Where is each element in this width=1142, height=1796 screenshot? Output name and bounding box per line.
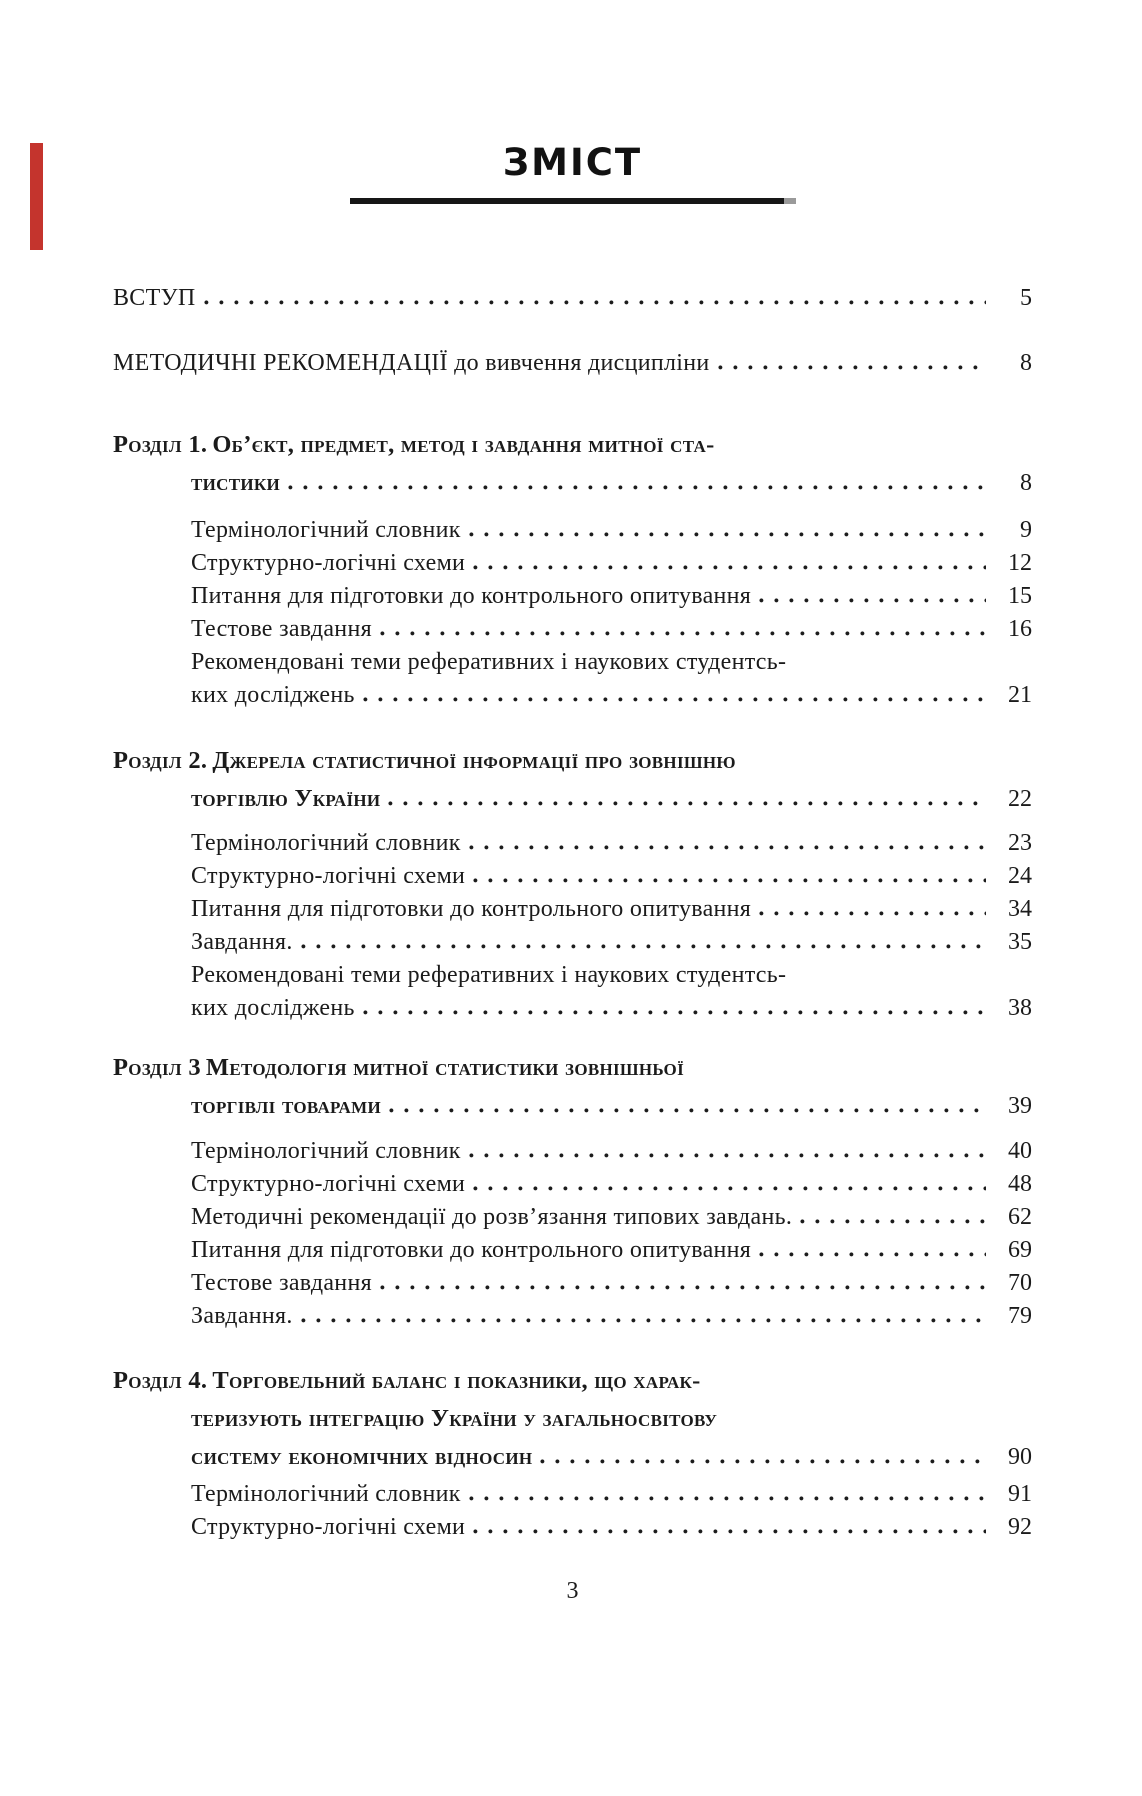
entry-title: Термінологічний словник [191,830,461,856]
dot-leader [540,1459,986,1464]
toc-subentry [191,514,1032,547]
page-number: 34 [1008,896,1032,922]
entry-title: Структурно-логічні схеми [191,1514,466,1540]
page-number: 91 [1008,1481,1032,1507]
page-number: 90 [1008,1444,1032,1470]
page-number: 15 [1008,583,1032,609]
toc-subentry [191,1511,1032,1544]
toc-chapter [113,426,1032,712]
chapter-title-text: торгівлі товарами [191,1092,381,1119]
chapter-heading [113,1049,1032,1125]
chapter-title-text: тистики [191,469,281,496]
chapter-heading-line [113,426,1032,464]
page-number: 5 [1020,285,1032,311]
page-number: 23 [1008,830,1032,856]
toc-subentry [191,679,1032,712]
chapter-heading-line [191,1438,1032,1476]
red-scan-mark [30,143,43,250]
page-number: 24 [1008,863,1032,889]
chapter-title-line: Торговельний баланс і показники, що харак- [212,1367,701,1394]
toc-subentry [191,613,1032,646]
page-number: 22 [1008,786,1032,812]
entry-title: Питання для підготовки до контрольного опитування [191,1237,752,1263]
chapter-heading-line [113,742,1032,780]
page-number: 79 [1008,1303,1032,1329]
entry-title: Структурно-логічні схеми [191,550,466,576]
dot-leader [469,1153,986,1158]
dot-leader [204,300,987,305]
title-rule [350,198,796,204]
toc-chapter [113,1049,1032,1333]
dot-leader [473,878,986,883]
footer-page-number: 3 [566,1578,579,1604]
page-number: 21 [1008,682,1032,708]
entry-title: Методичні рекомендації до розв’язання типових завдань. [191,1204,793,1230]
chapter-label: Розділ 3 [113,1054,201,1081]
page-number: 48 [1008,1171,1032,1197]
dot-leader [388,801,986,806]
toc-entry [113,282,1032,315]
dot-leader [380,1285,986,1290]
page-number: 70 [1008,1270,1032,1296]
entry-title: Питання для підготовки до контрольного опитування [191,896,752,922]
page-number: 35 [1008,929,1032,955]
dot-leader [301,944,986,949]
entry-title-caps: МЕТОДИЧНІ РЕКОМЕНДАЦІЇ [113,350,448,376]
page-number: 38 [1008,995,1032,1021]
toc-subentry [191,1478,1032,1511]
dot-leader [759,598,986,603]
toc-chapter [113,1362,1032,1544]
chapter-heading-line [113,1049,1032,1087]
entry-title: Термінологічний словник [191,517,461,543]
chapter-title-text: торгівлю України [191,785,381,812]
toc-subentry [191,1201,1032,1234]
toc-subentry [191,926,1032,959]
page-number: 62 [1008,1204,1032,1230]
dot-leader [469,1496,986,1501]
entry-title: Термінологічний словник [191,1481,461,1507]
toc-subentry [191,1267,1032,1300]
chapter-title-line: Об’єкт, предмет, метод і завдання митної ста- [212,431,715,458]
page-number: 39 [1008,1093,1032,1119]
chapter-heading [113,426,1032,502]
entry-title [113,282,196,315]
toc-subentry [191,827,1032,860]
page-number: 8 [1020,470,1032,496]
dot-leader [473,1529,986,1534]
entry-title: ких досліджень [191,995,355,1021]
chapter-heading-line [191,780,1032,818]
toc-subentry [191,1135,1032,1168]
chapter-heading [113,1362,1032,1476]
dot-leader [718,365,986,370]
chapter-heading [113,742,1032,818]
page-number: 8 [1020,350,1032,376]
toc-subentry [191,992,1032,1025]
chapter-title-line: теризують інтеграцію України у загальносвітову [191,1405,718,1432]
dot-leader [380,631,986,636]
dot-leader [759,911,986,916]
toc-subentry [191,547,1032,580]
entry-title: Питання для підготовки до контрольного опитування [191,583,752,609]
dot-leader [469,532,986,537]
toc-subentry [191,860,1032,893]
page-number: 9 [1020,517,1032,543]
entry-title: Структурно-логічні схеми [191,863,466,889]
chapter-label: Розділ 2. [113,747,208,774]
dot-leader [473,565,986,570]
chapter-title-text: систему економічних відносин [191,1443,533,1470]
chapter-heading-line [191,1087,1032,1125]
dot-leader [800,1219,986,1224]
toc-subentry [191,1168,1032,1201]
entry-title-rest: до вивчення дисципліни [447,350,710,376]
dot-leader [759,1252,986,1257]
toc-list [113,282,1032,1544]
entry-title [113,347,710,380]
dot-leader [469,845,986,850]
page-number: 16 [1008,616,1032,642]
chapter-heading-line [113,1362,1032,1400]
toc-subentry [191,580,1032,613]
chapter-title-line: Джерела статистичної інформації про зовнішню [212,747,736,774]
page-number: 40 [1008,1138,1032,1164]
chapter-label: Розділ 4. [113,1367,208,1394]
chapter-title-line: Методологія митної статистики зовнішньої [205,1054,684,1081]
entry-title: Тестове завдання [191,616,372,642]
toc-chapter [113,742,1032,1025]
chapter-label: Розділ 1. [113,431,208,458]
dot-leader [473,1186,986,1191]
toc-subentry-line: Рекомендовані теми реферативних і наукових студентсь- [191,649,787,675]
entry-title-caps: ВСТУП [113,285,196,311]
dot-leader [363,1010,986,1015]
entry-title: Завдання. [191,1303,293,1329]
entry-title: ких досліджень [191,682,355,708]
entry-title: Термінологічний словник [191,1138,461,1164]
dot-leader [389,1108,986,1113]
toc-subentry [191,893,1032,926]
toc-page [0,143,1142,1608]
entry-title: Структурно-логічні схеми [191,1171,466,1197]
entry-title: Тестове завдання [191,1270,372,1296]
page-number: 92 [1008,1514,1032,1540]
page-number: 12 [1008,550,1032,576]
toc-subentry [191,1234,1032,1267]
toc-subentry-line: Рекомендовані теми реферативних і наукових студентсь- [191,962,787,988]
page-title: ЗМІСТ [502,141,643,184]
entry-title: Завдання. [191,929,293,955]
toc-subentry [191,1300,1032,1333]
chapter-heading-line [191,464,1032,502]
dot-leader [301,1318,986,1323]
page-number: 69 [1008,1237,1032,1263]
dot-leader [363,697,986,702]
toc-entry [113,347,1032,380]
dot-leader [288,485,986,490]
